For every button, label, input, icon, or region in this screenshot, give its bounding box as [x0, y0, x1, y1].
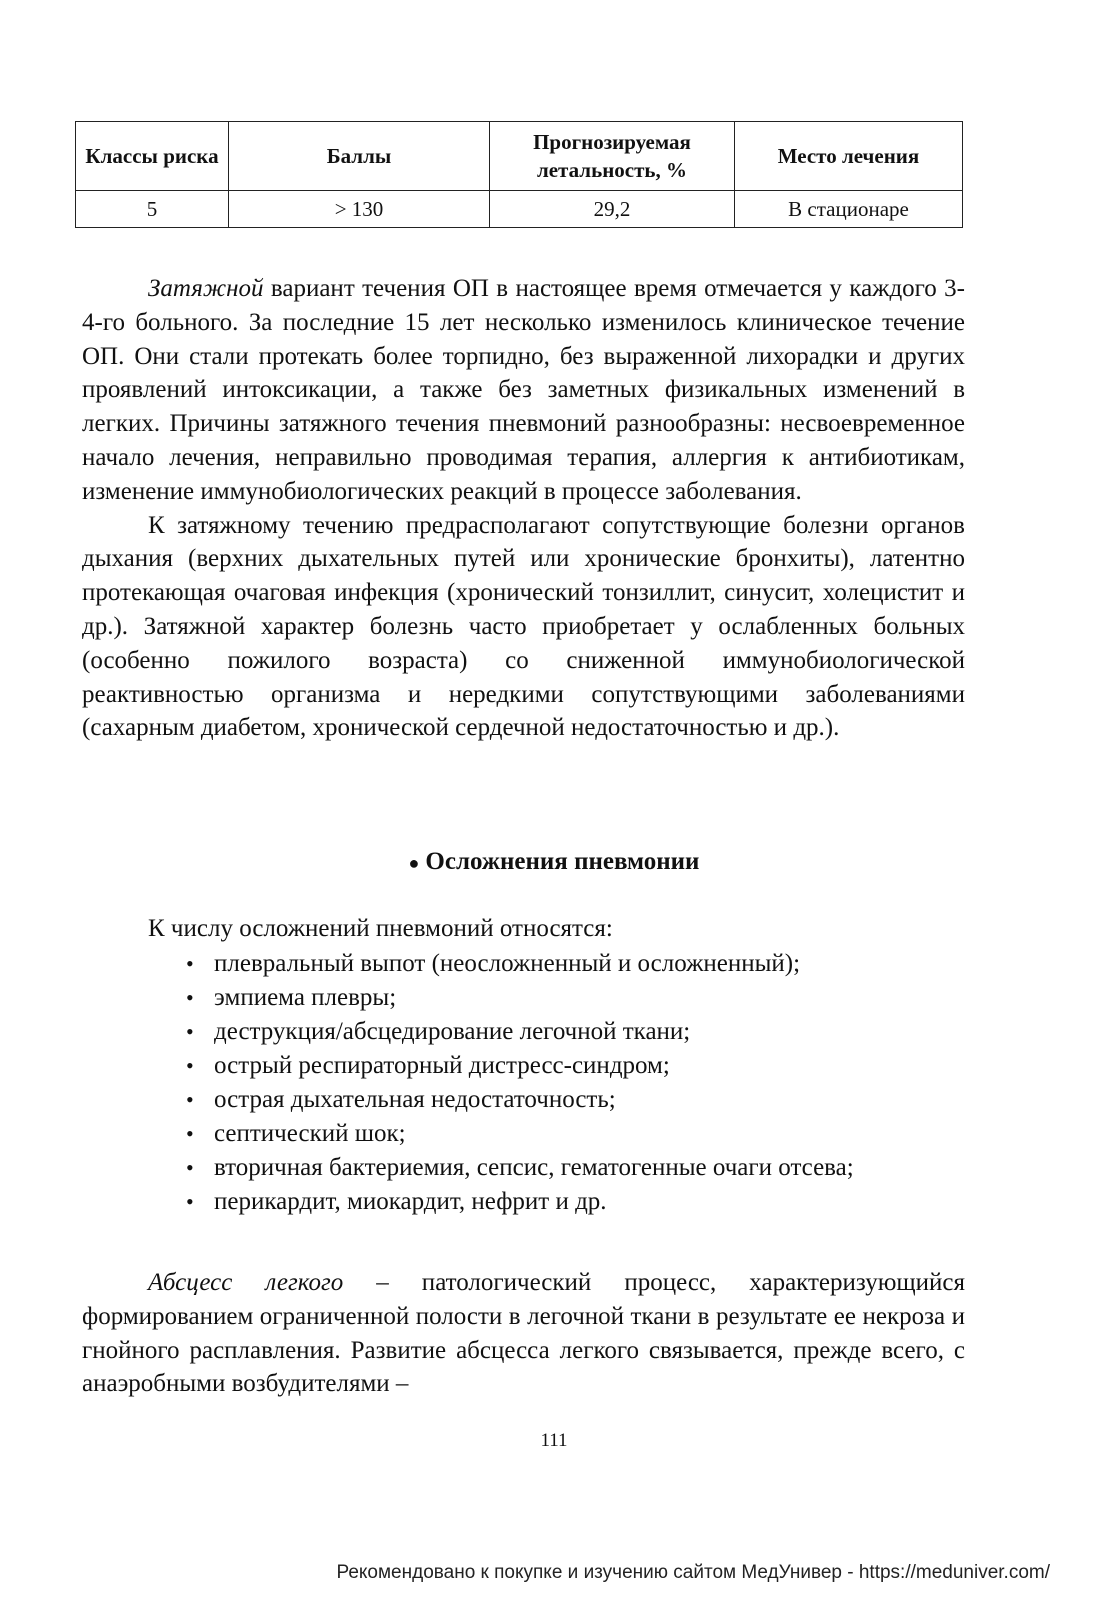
list-item-text: острый респираторный дистресс-синдром;	[214, 1052, 670, 1079]
body-text-block	[82, 272, 965, 745]
italic-term: Абсцесс легкого	[148, 1269, 344, 1296]
section-marker-icon: ●	[408, 853, 420, 873]
page-number: 111	[540, 1430, 568, 1451]
table-header-cell: Баллы	[229, 122, 490, 191]
bullet-icon: •	[186, 1019, 194, 1044]
table-header-cell: Классы риска	[76, 122, 229, 191]
table-cell: 5	[76, 191, 229, 228]
list-item	[186, 1049, 966, 1083]
table-header-row	[76, 122, 963, 191]
section-heading-text: Осложнения пневмонии	[425, 848, 700, 875]
table-cell: > 130	[229, 191, 490, 228]
complications-list	[186, 947, 966, 1219]
footer-recommendation: Рекомендовано к покупке и изучению сайтом МедУнивер - https://meduniver.com/	[336, 1562, 1050, 1583]
list-item	[186, 1151, 966, 1185]
risk-class-table	[75, 121, 963, 228]
bullet-icon: •	[186, 1155, 194, 1180]
list-item-text: перикардит, миокардит, нефрит и др.	[214, 1188, 607, 1215]
list-item	[186, 1083, 966, 1117]
list-intro: К числу осложнений пневмоний относятся:	[148, 915, 613, 942]
list-item	[186, 981, 966, 1015]
list-item-text: септический шок;	[214, 1120, 406, 1147]
list-item	[186, 1117, 966, 1151]
list-item-text: эмпиема плевры;	[214, 984, 397, 1011]
paragraph-text: – патологический процесс, характеризующийся формированием ограниченной полости в легочной ткани в результате ее некроза и гнойного расплавления. Развитие абсцесса легкого связывается, прежде всего, с анаэробными возбудителями –	[82, 1269, 966, 1398]
table-header-cell: Место лечения	[735, 122, 963, 191]
table-cell: В стационаре	[735, 191, 963, 228]
bullet-icon: •	[186, 1053, 194, 1078]
bullet-icon: •	[186, 1189, 194, 1214]
paragraph-text: вариант течения ОП в настоящее время отмечается у каждого 3-4-го больного. За последние 15 лет несколько изменилось клиническое течение ОП. Они стали протекать более торпидно, без выраженной лихорадки и других проявлений интоксикации, а также без заметных физикальных изменений в легких. Причины затяжного течения пневмоний разнообразны: несвоевременное начало лечения, неправильно проводимая терапия, аллергия к антибиотикам, изменение иммунобиологических реакций в процессе заболевания.	[82, 275, 965, 505]
section-heading	[0, 847, 1108, 878]
list-item-text: деструкция/абсцедирование легочной ткани;	[214, 1018, 691, 1045]
list-item	[186, 947, 966, 981]
list-item	[186, 1185, 966, 1219]
list-item-text: вторичная бактериемия, сепсис, гематогенные очаги отсева;	[214, 1154, 854, 1181]
list-item-text: острая дыхательная недостаточность;	[214, 1086, 616, 1113]
table-cell: 29,2	[490, 191, 735, 228]
bullet-icon: •	[186, 951, 194, 976]
list-item	[186, 1015, 966, 1049]
paragraph-predisposing-factors: К затяжному течению предрасполагают сопутствующие болезни органов дыхания (верхних дыхательных путей или хронические бронхиты), латентно протекающая очаговая инфекция (хронический тонзиллит, синусит, холецистит и др.). Затяжной характер болезнь часто приобретает у ослабленных больных (особенно пожилого возраста) со сниженной иммунобиологической реактивностью организма и нередкими сопутствующими заболеваниями (сахарным диабетом, хронической сердечной недостаточностью и др.).	[82, 511, 965, 742]
table-header-cell: Прогнозируемая летальность, %	[490, 122, 735, 191]
body-text-block	[82, 1266, 965, 1401]
table-row	[76, 191, 963, 228]
paragraph-lung-abscess	[82, 1266, 965, 1401]
bullet-icon: •	[186, 1121, 194, 1146]
bullet-icon: •	[186, 1087, 194, 1112]
bullet-icon: •	[186, 985, 194, 1010]
list-item-text: плевральный выпот (неосложненный и осложненный);	[214, 950, 801, 977]
paragraph-protracted-course	[82, 272, 965, 509]
italic-term: Затяжной	[148, 275, 264, 302]
